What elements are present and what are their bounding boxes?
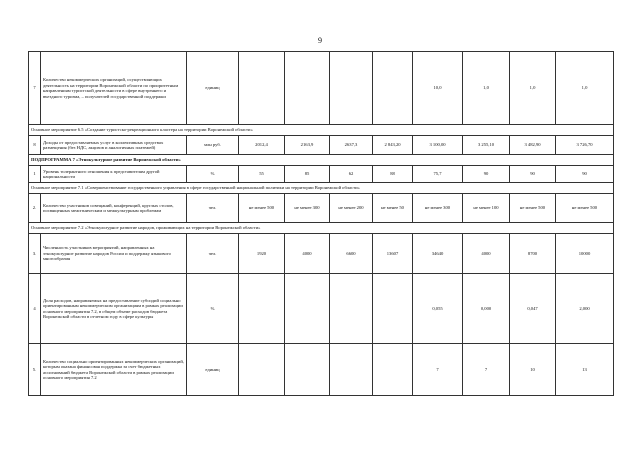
value-cell: 2637,3 (330, 136, 373, 155)
value-cell: не менее 200 (330, 194, 373, 223)
row-number-cell: 7 (29, 52, 41, 125)
value-cell (373, 274, 413, 344)
value-cell: 13607 (373, 234, 413, 274)
value-cell: 90 (510, 166, 556, 183)
value-cell: 10 (510, 344, 556, 396)
value-cell: 90 (556, 166, 614, 183)
unit-cell: чел. (187, 194, 239, 223)
table-row (29, 344, 614, 396)
value-cell: 75,7 (413, 166, 463, 183)
value-cell: 10000 (556, 234, 614, 274)
table-row (29, 194, 614, 223)
value-cell (285, 344, 330, 396)
subprogram-header-row (29, 155, 614, 166)
table-row (29, 166, 614, 183)
indicator-name-cell: Численность участников мероприятий, направленных на этнокультурное развитие народов России и поддержку языкового многообразия (41, 234, 187, 274)
value-cell (239, 344, 285, 396)
value-cell: 0,000 (463, 274, 510, 344)
value-cell: 2012,4 (239, 136, 285, 155)
value-cell: 2 843,20 (373, 136, 413, 155)
unit-cell: % (187, 166, 239, 183)
value-cell (373, 52, 413, 125)
value-cell: 34640 (413, 234, 463, 274)
value-cell: 3 482,90 (510, 136, 556, 155)
value-cell: 4000 (285, 234, 330, 274)
row-number-cell: 4 (29, 274, 41, 344)
value-cell: 0,055 (413, 274, 463, 344)
value-cell: 7 (413, 344, 463, 396)
value-cell: 1920 (239, 234, 285, 274)
value-cell (239, 274, 285, 344)
indicator-name-cell: Уровень толерантного отношения к представителям другой национальности (41, 166, 187, 183)
value-cell: 3 726,70 (556, 136, 614, 155)
section-header-row (29, 223, 614, 234)
value-cell: 55 (239, 166, 285, 183)
indicator-name-cell: Количество социально ориентированных некоммерческих организаций, которым оказана финансовая поддержка за счет бюджетных ассигнований бюджета Воронежской области в рамках реализации основного мероприятия 7.2 (41, 344, 187, 396)
table-row (29, 274, 614, 344)
row-number-cell: 1 (29, 166, 41, 183)
section-title: Основное мероприятие 6.5 «Создание туристско-рекреационного кластера на территории Воронежской области» (29, 125, 614, 136)
value-cell (285, 274, 330, 344)
value-cell: не менее 300 (413, 194, 463, 223)
value-cell (330, 344, 373, 396)
unit-cell: единиц (187, 52, 239, 125)
indicator-name-cell: Количество участников совещаний, конференций, круглых столов, посвященных межэтническим и межкультурным проблемам (41, 194, 187, 223)
value-cell (285, 52, 330, 125)
value-cell: 0,047 (510, 274, 556, 344)
value-cell: 3 100,00 (413, 136, 463, 155)
unit-cell: чел. (187, 234, 239, 274)
value-cell: 7 (463, 344, 510, 396)
value-cell: 3 255,10 (463, 136, 510, 155)
value-cell: 62 (330, 166, 373, 183)
row-number-cell: 8 (29, 136, 41, 155)
value-cell: 85 (285, 166, 330, 183)
subprogram-title: ПОДПРОГРАММА 7 «Этнокультурное развитие Воронежской области» (29, 155, 614, 166)
section-header-row (29, 125, 614, 136)
value-cell: 10,0 (413, 52, 463, 125)
section-header-row (29, 183, 614, 194)
value-cell: 2163,9 (285, 136, 330, 155)
unit-cell: млн руб. (187, 136, 239, 155)
value-cell: не менее 500 (239, 194, 285, 223)
indicator-name-cell: Количество некоммерческих организаций, осуществляющих деятельность на территории Воронежской области по приоритетным направлениям туристской деятельности в сфере внутреннего и въездного туризма, – получателей государственной поддержки (41, 52, 187, 125)
value-cell: не менее 300 (285, 194, 330, 223)
row-number-cell: 5. (29, 344, 41, 396)
value-cell: не менее 500 (510, 194, 556, 223)
value-cell: не менее 100 (463, 194, 510, 223)
unit-cell: % (187, 274, 239, 344)
value-cell: 1,0 (556, 52, 614, 125)
value-cell: 88 (373, 166, 413, 183)
value-cell: 6600 (330, 234, 373, 274)
value-cell: 1,0 (463, 52, 510, 125)
value-cell: не менее 50 (373, 194, 413, 223)
value-cell: 2,000 (556, 274, 614, 344)
table-row (29, 234, 614, 274)
unit-cell: единиц (187, 344, 239, 396)
value-cell: 13 (556, 344, 614, 396)
value-cell: 8700 (510, 234, 556, 274)
value-cell: не менее 500 (556, 194, 614, 223)
value-cell (330, 52, 373, 125)
page-number: 9 (318, 36, 322, 45)
section-title: Основное мероприятие 7.2 «Этнокультурное развитие народов, проживающих на территории Воронежской области» (29, 223, 614, 234)
indicators-table (28, 51, 614, 396)
indicator-name-cell: Доля расходов, направляемых на предоставление субсидий социально ориентированным некоммерческим организациям в рамках реализации основного мероприятия 7.2, в общем объеме расходов бюджета Воронежской области в отчетном году в сфере культуры (41, 274, 187, 344)
value-cell (330, 274, 373, 344)
value-cell (239, 52, 285, 125)
value-cell: 90 (463, 166, 510, 183)
row-number-cell: 2. (29, 194, 41, 223)
table-row (29, 52, 614, 125)
value-cell (373, 344, 413, 396)
indicator-name-cell: Доходы от предоставляемых услуг в коллективных средствах размещения (без НДС, акцизов и аналогичных платежей) (41, 136, 187, 155)
section-title: Основное мероприятие 7.1 «Совершенствование государственного управления в сфере государственной национальной политики на территории Воронежской области» (29, 183, 614, 194)
table-row (29, 136, 614, 155)
row-number-cell: 3. (29, 234, 41, 274)
value-cell: 4000 (463, 234, 510, 274)
value-cell: 1,0 (510, 52, 556, 125)
